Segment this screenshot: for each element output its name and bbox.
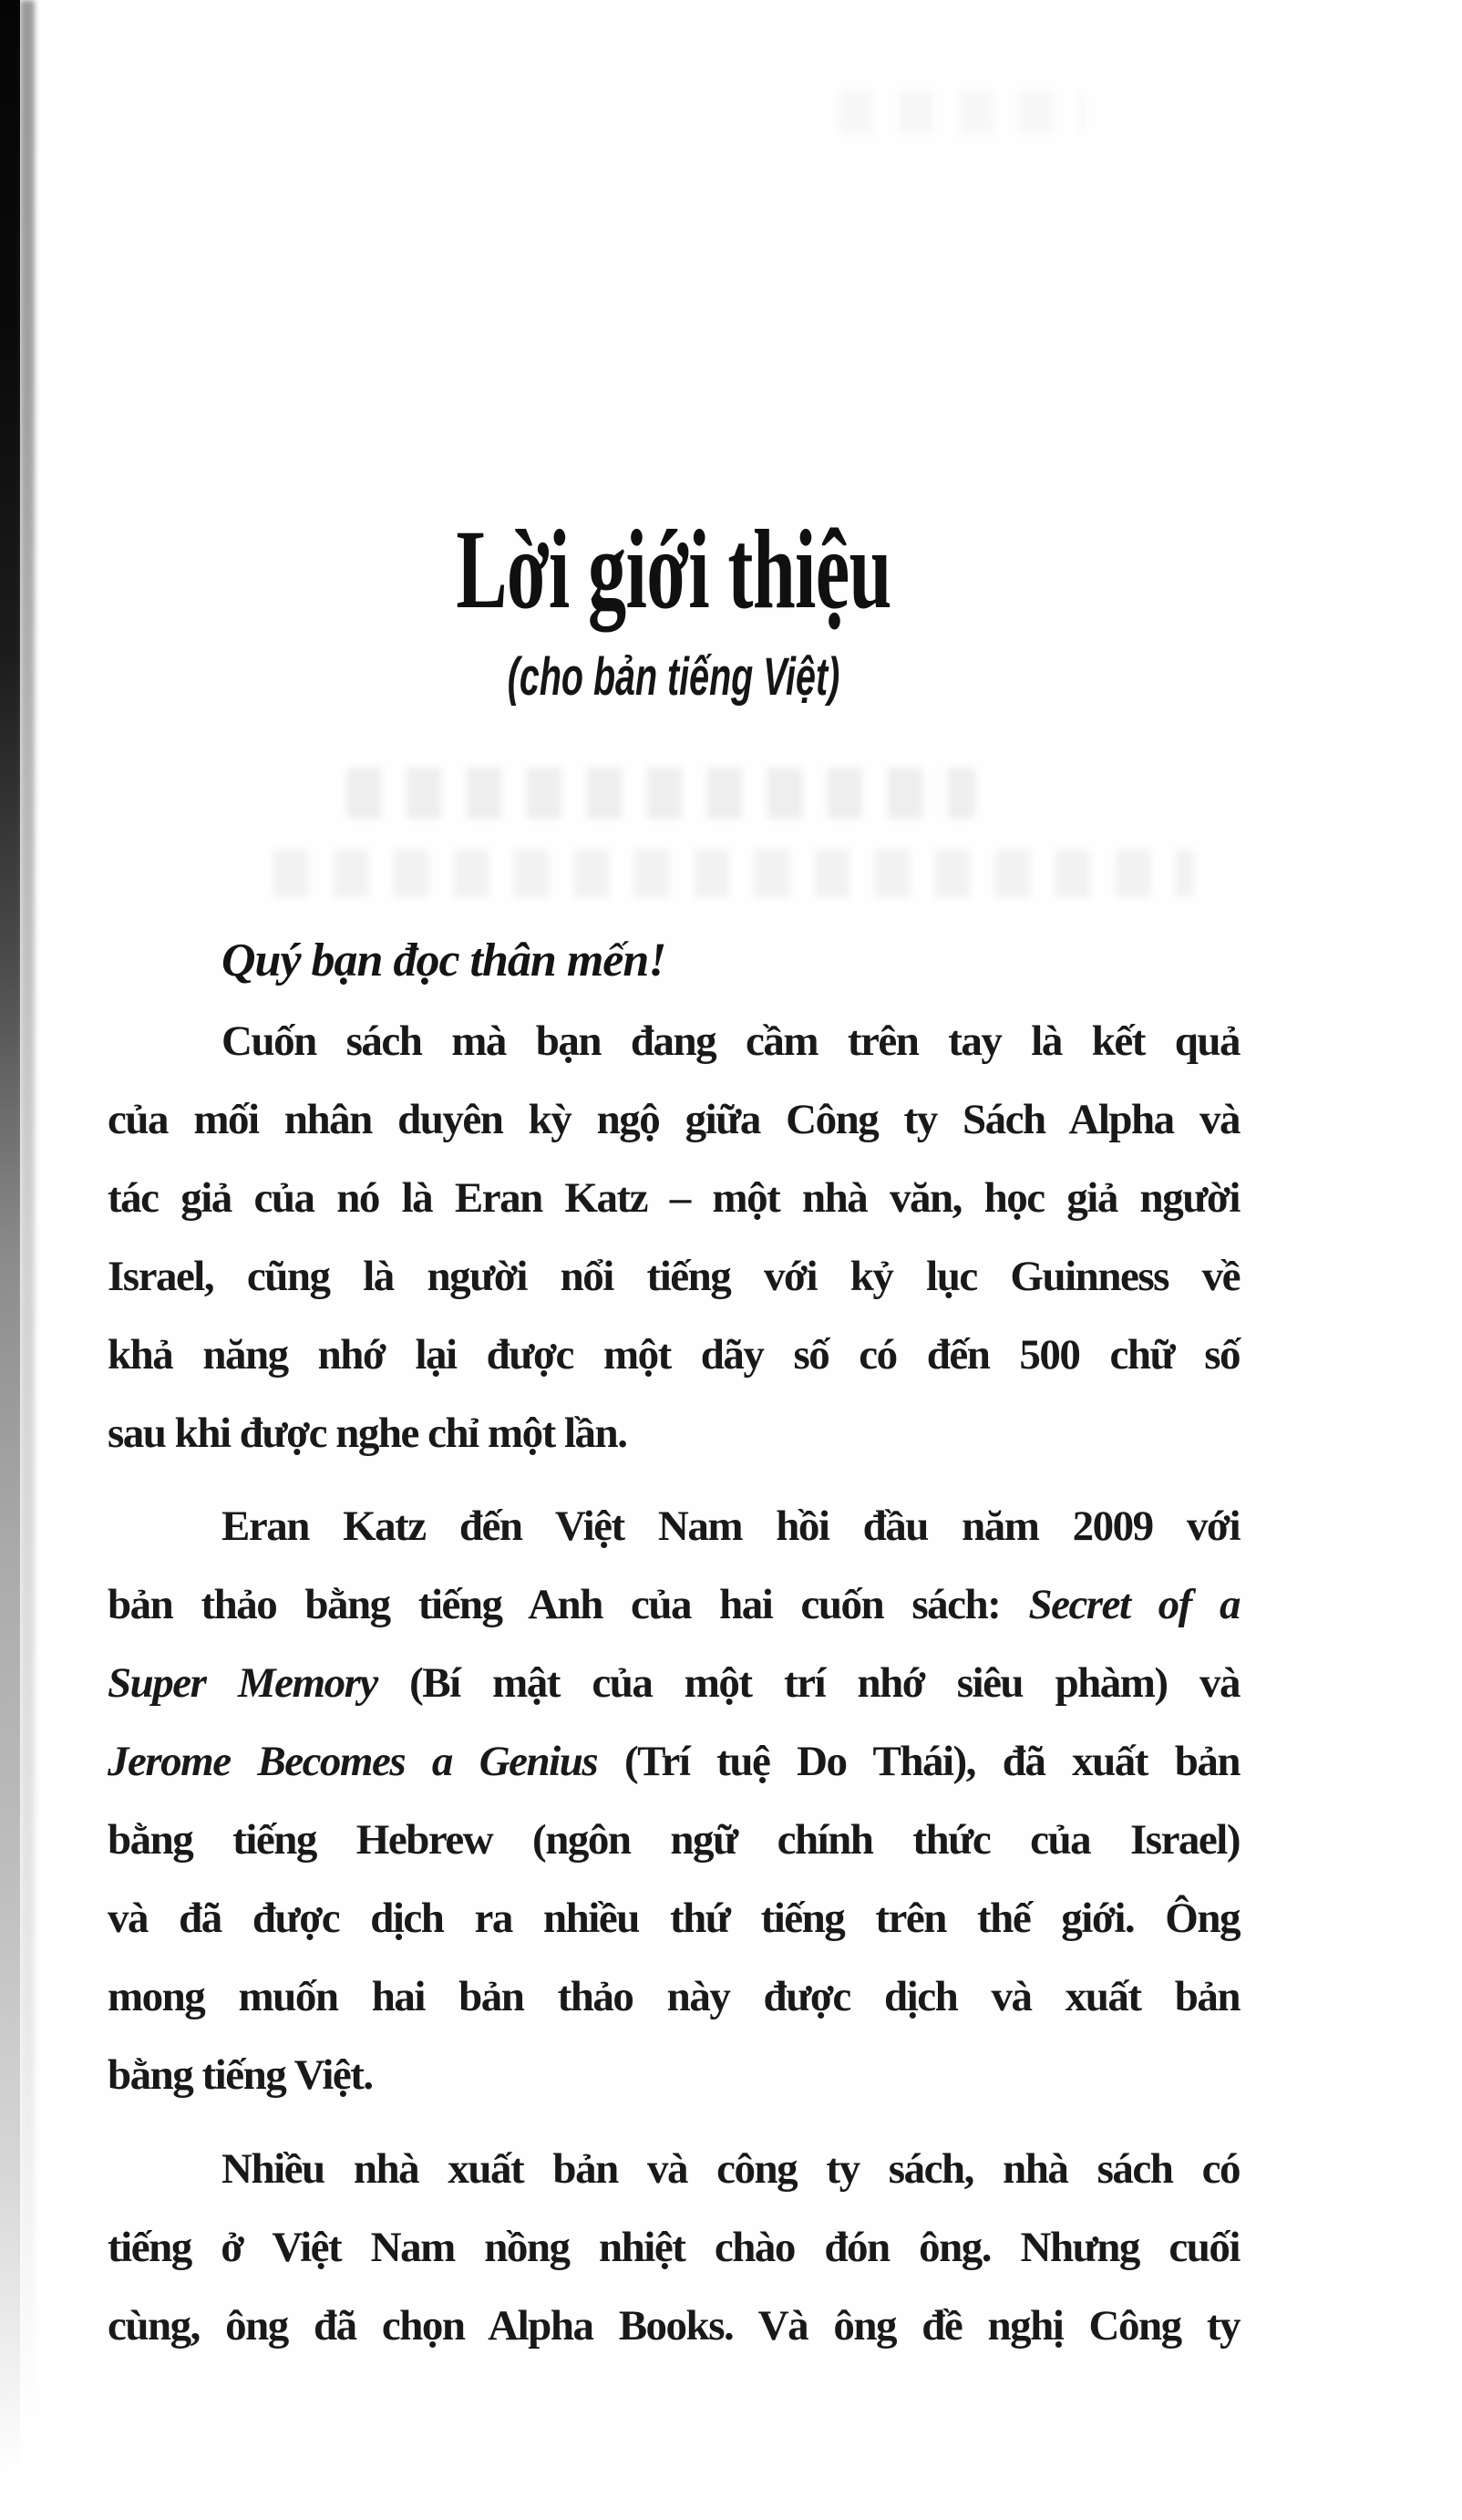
text-line [108,1080,1240,1159]
text-line [108,2130,1240,2208]
text-segment: khả năng nhớ lại được một dãy số có đến 500 chữ số [108,1331,1240,1379]
text-segment: sau khi được nghe chỉ một lần. [108,1410,627,1457]
text-line [108,2208,1240,2287]
text-segment: Eran Katz đến Việt Nam hồi đầu năm 2009 với [221,1503,1240,1550]
italic-text-segment: Secret of a [1028,1581,1240,1628]
text-segment: bằng tiếng Việt. [108,2051,373,2099]
text-line [108,1237,1240,1316]
text-line [108,1316,1240,1394]
text-line [108,1722,1240,1801]
text-line [108,1801,1240,1879]
italic-text-segment: Super Memory [108,1659,377,1707]
text-segment: của mối nhân duyên kỳ ngộ giữa Công ty Sách Alpha và [108,1096,1240,1143]
text-line [108,1159,1240,1237]
text-line [108,1394,1240,1472]
text-segment: tác giả của nó là Eran Katz – một nhà văn, học giả người [108,1174,1240,1222]
text-segment: bản thảo bằng tiếng Anh của hai cuốn sách: [108,1581,1029,1628]
text-line [108,1002,1240,1080]
text-segment: bằng tiếng Hebrew (ngôn ngữ chính thức của Israel) [108,1816,1240,1864]
text-segment: (Bí mật của một trí nhớ siêu phàm) và [376,1659,1240,1707]
text-line [108,1565,1240,1644]
text-segment: Nhiều nhà xuất bản và công ty sách, nhà sách có [221,2145,1240,2193]
text-segment: và đã được dịch ra nhiều thứ tiếng trên thế giới. Ông [108,1895,1240,1942]
text-segment: Cuốn sách mà bạn đang cầm trên tay là kết quả [221,1017,1240,1065]
text-segment: mong muốn hai bản thảo này được dịch và xuất bản [108,1973,1240,2020]
italic-text-segment: Quý bạn đọc thân mến! [221,935,666,986]
text-line [108,1644,1240,1722]
text-line [108,922,1240,1000]
page-subtitle: (cho bản tiếng Việt) [507,647,840,707]
text-segment: cùng, ông đã chọn Alpha Books. Và ông đề nghị Công ty [108,2302,1240,2350]
text-line [108,1487,1240,1565]
text-line [108,1879,1240,1957]
text-segment: (Trí tuệ Do Thái), đã xuất bản [597,1738,1240,1785]
text-segment: Israel, cũng là người nổi tiếng với kỷ lục Guinness về [108,1253,1240,1300]
text-line [108,2287,1240,2365]
italic-text-segment: Jerome Becomes a Genius [108,1738,598,1785]
text-segment: tiếng ở Việt Nam nồng nhiệt chào đón ông. Nhưng cuối [108,2224,1240,2271]
text-line [108,1957,1240,2036]
page-title: Lời giới thiệu [456,507,891,632]
text-line [108,2036,1240,2114]
